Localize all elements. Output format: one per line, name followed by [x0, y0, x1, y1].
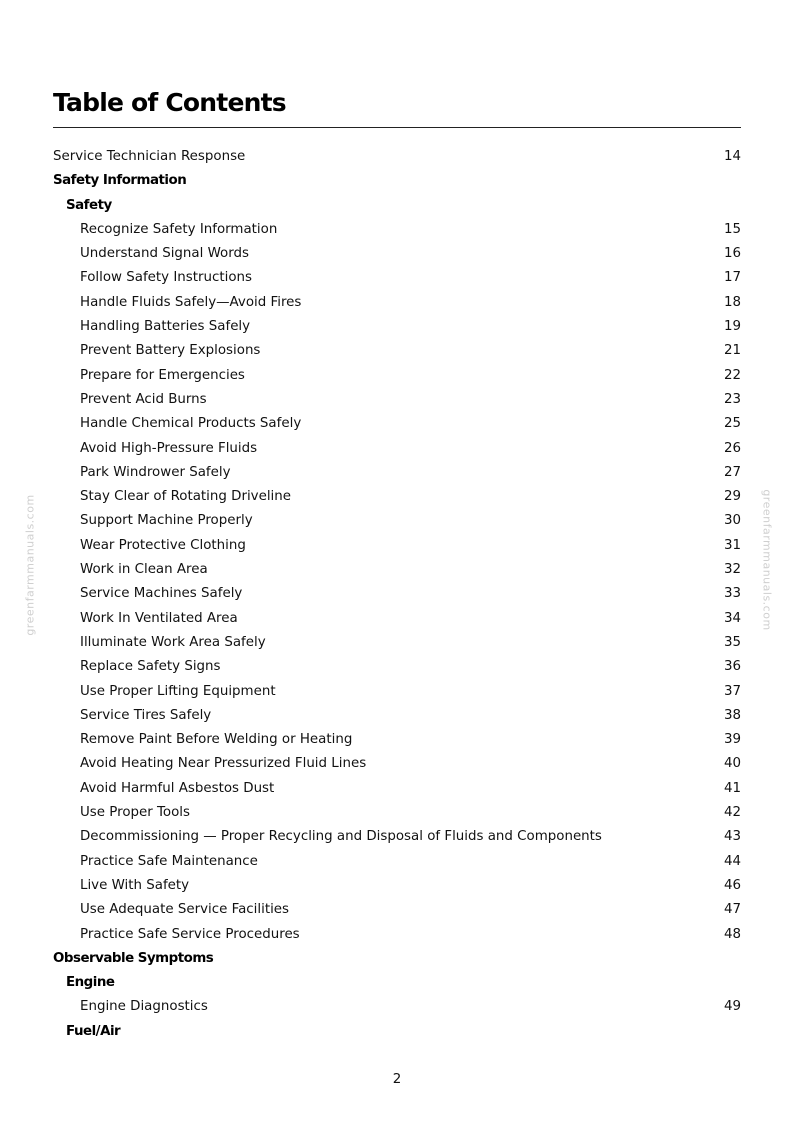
toc-section-heading [53, 1020, 741, 1044]
toc-entry-title: Engine Diagnostics [80, 999, 208, 1015]
toc-page-number: 26 [723, 440, 741, 456]
toc-entry-title: Park Windrower Safely [80, 464, 231, 480]
toc-entry[interactable] [53, 898, 741, 922]
toc-page-number: 30 [723, 513, 741, 529]
toc-entry[interactable] [53, 509, 741, 533]
toc-entry[interactable] [53, 777, 741, 801]
toc-entry[interactable] [53, 874, 741, 898]
toc-entry-title: Engine [66, 975, 115, 991]
toc-page-number: 19 [723, 319, 741, 335]
page-title: Table of Contents [53, 88, 286, 117]
toc-page-number: 47 [723, 902, 741, 918]
toc-entry[interactable] [53, 752, 741, 776]
toc-page-number: 15 [723, 221, 741, 237]
toc-entry-title: Decommissioning — Proper Recycling and Disposal of Fluids and Components [80, 829, 602, 845]
toc-entry-title: Avoid Harmful Asbestos Dust [80, 780, 275, 796]
toc-entry[interactable] [53, 655, 741, 679]
toc-entry[interactable] [53, 631, 741, 655]
toc-entry[interactable] [53, 218, 741, 242]
toc-entry-title: Prevent Battery Explosions [80, 343, 261, 359]
toc-page-number: 44 [723, 853, 741, 869]
toc-page-number: 34 [723, 610, 741, 626]
toc-page-number: 41 [723, 780, 741, 796]
page-number: 2 [392, 1072, 402, 1087]
toc-page-number: 16 [723, 246, 741, 262]
toc-entry[interactable] [53, 266, 741, 290]
toc-entry[interactable] [53, 291, 741, 315]
toc-entry[interactable] [53, 437, 741, 461]
toc-entry-title: Handle Chemical Products Safely [80, 416, 302, 432]
toc-entry[interactable] [53, 534, 741, 558]
toc-entry[interactable] [53, 242, 741, 266]
toc-entry[interactable] [53, 145, 741, 169]
toc-entry-title: Work In Ventilated Area [80, 610, 238, 626]
toc-page-number: 22 [723, 367, 741, 383]
toc-entry-title: Use Proper Tools [80, 805, 191, 821]
toc-entry-title: Practice Safe Maintenance [80, 853, 258, 869]
toc-entry[interactable] [53, 680, 741, 704]
toc-section-heading [53, 169, 741, 193]
toc-entry[interactable] [53, 412, 741, 436]
toc-page-number: 33 [723, 586, 741, 602]
toc-entry-title: Remove Paint Before Welding or Heating [80, 732, 353, 748]
toc-entry-title: Use Adequate Service Facilities [80, 902, 290, 918]
toc-entry-title: Observable Symptoms [53, 950, 214, 966]
toc-entry[interactable] [53, 364, 741, 388]
toc-entry[interactable] [53, 607, 741, 631]
toc-entry-title: Wear Protective Clothing [80, 537, 246, 553]
toc-section-heading [53, 194, 741, 218]
toc-page-number: 36 [723, 659, 741, 675]
table-of-contents [53, 145, 741, 1044]
toc-entry[interactable] [53, 995, 741, 1019]
toc-entry-title: Avoid High-Pressure Fluids [80, 440, 258, 456]
toc-entry-title: Live With Safety [80, 877, 190, 893]
watermark-left: greenfarmmanuals.com [23, 494, 37, 636]
watermark-right: greenfarmmanuals.com [760, 489, 774, 631]
toc-entry-title: Handle Fluids Safely—Avoid Fires [80, 294, 302, 310]
toc-entry-title: Stay Clear of Rotating Driveline [80, 489, 292, 505]
toc-entry[interactable] [53, 582, 741, 606]
toc-entry-title: Practice Safe Service Procedures [80, 926, 300, 942]
toc-page-number: 17 [723, 270, 741, 286]
toc-entry-title: Understand Signal Words [80, 246, 249, 262]
toc-entry-title: Work in Clean Area [80, 562, 208, 578]
toc-entry[interactable] [53, 461, 741, 485]
toc-entry-title: Follow Safety Instructions [80, 270, 252, 286]
toc-entry[interactable] [53, 825, 741, 849]
toc-page-number: 49 [723, 999, 741, 1015]
toc-entry-title: Support Machine Properly [80, 513, 253, 529]
toc-entry-title: Recognize Safety Information [80, 221, 278, 237]
toc-entry[interactable] [53, 850, 741, 874]
toc-entry-title: Prevent Acid Burns [80, 391, 207, 407]
toc-entry[interactable] [53, 801, 741, 825]
toc-page-number: 39 [723, 732, 741, 748]
toc-page-number: 29 [723, 489, 741, 505]
toc-entry[interactable] [53, 388, 741, 412]
toc-entry-title: Service Tires Safely [80, 707, 212, 723]
toc-page-number: 27 [723, 464, 741, 480]
toc-entry-title: Illuminate Work Area Safely [80, 634, 266, 650]
toc-page-number: 38 [723, 707, 741, 723]
toc-entry-title: Use Proper Lifting Equipment [80, 683, 276, 699]
toc-page-number: 25 [723, 416, 741, 432]
toc-page-number: 46 [723, 877, 741, 893]
toc-page-number: 35 [723, 634, 741, 650]
title-divider [53, 127, 741, 128]
toc-page-number: 40 [723, 756, 741, 772]
toc-entry-title: Avoid Heating Near Pressurized Fluid Lines [80, 756, 367, 772]
toc-page-number: 37 [723, 683, 741, 699]
toc-entry-title: Prepare for Emergencies [80, 367, 245, 383]
toc-entry[interactable] [53, 558, 741, 582]
toc-page-number: 48 [723, 926, 741, 942]
toc-page-number: 18 [723, 294, 741, 310]
toc-page-number: 43 [723, 829, 741, 845]
toc-section-heading [53, 971, 741, 995]
toc-page-number: 21 [723, 343, 741, 359]
toc-entry-title: Replace Safety Signs [80, 659, 221, 675]
toc-page-number: 32 [723, 562, 741, 578]
toc-entry-title: Service Technician Response [53, 149, 246, 164]
toc-entry[interactable] [53, 923, 741, 947]
toc-entry-title: Service Machines Safely [80, 586, 243, 602]
toc-entry-title: Safety [66, 197, 112, 213]
toc-entry[interactable] [53, 339, 741, 363]
toc-page-number: 42 [723, 805, 741, 821]
toc-section-heading [53, 947, 741, 971]
toc-page-number: 23 [723, 391, 741, 407]
toc-entry[interactable] [53, 485, 741, 509]
toc-entry-title: Safety Information [53, 173, 187, 189]
toc-entry-title: Handling Batteries Safely [80, 319, 251, 335]
toc-entry[interactable] [53, 704, 741, 728]
toc-page-number: 14 [723, 149, 741, 164]
toc-page-number: 31 [723, 537, 741, 553]
toc-entry[interactable] [53, 728, 741, 752]
toc-entry[interactable] [53, 315, 741, 339]
toc-entry-title: Fuel/Air [66, 1023, 121, 1039]
